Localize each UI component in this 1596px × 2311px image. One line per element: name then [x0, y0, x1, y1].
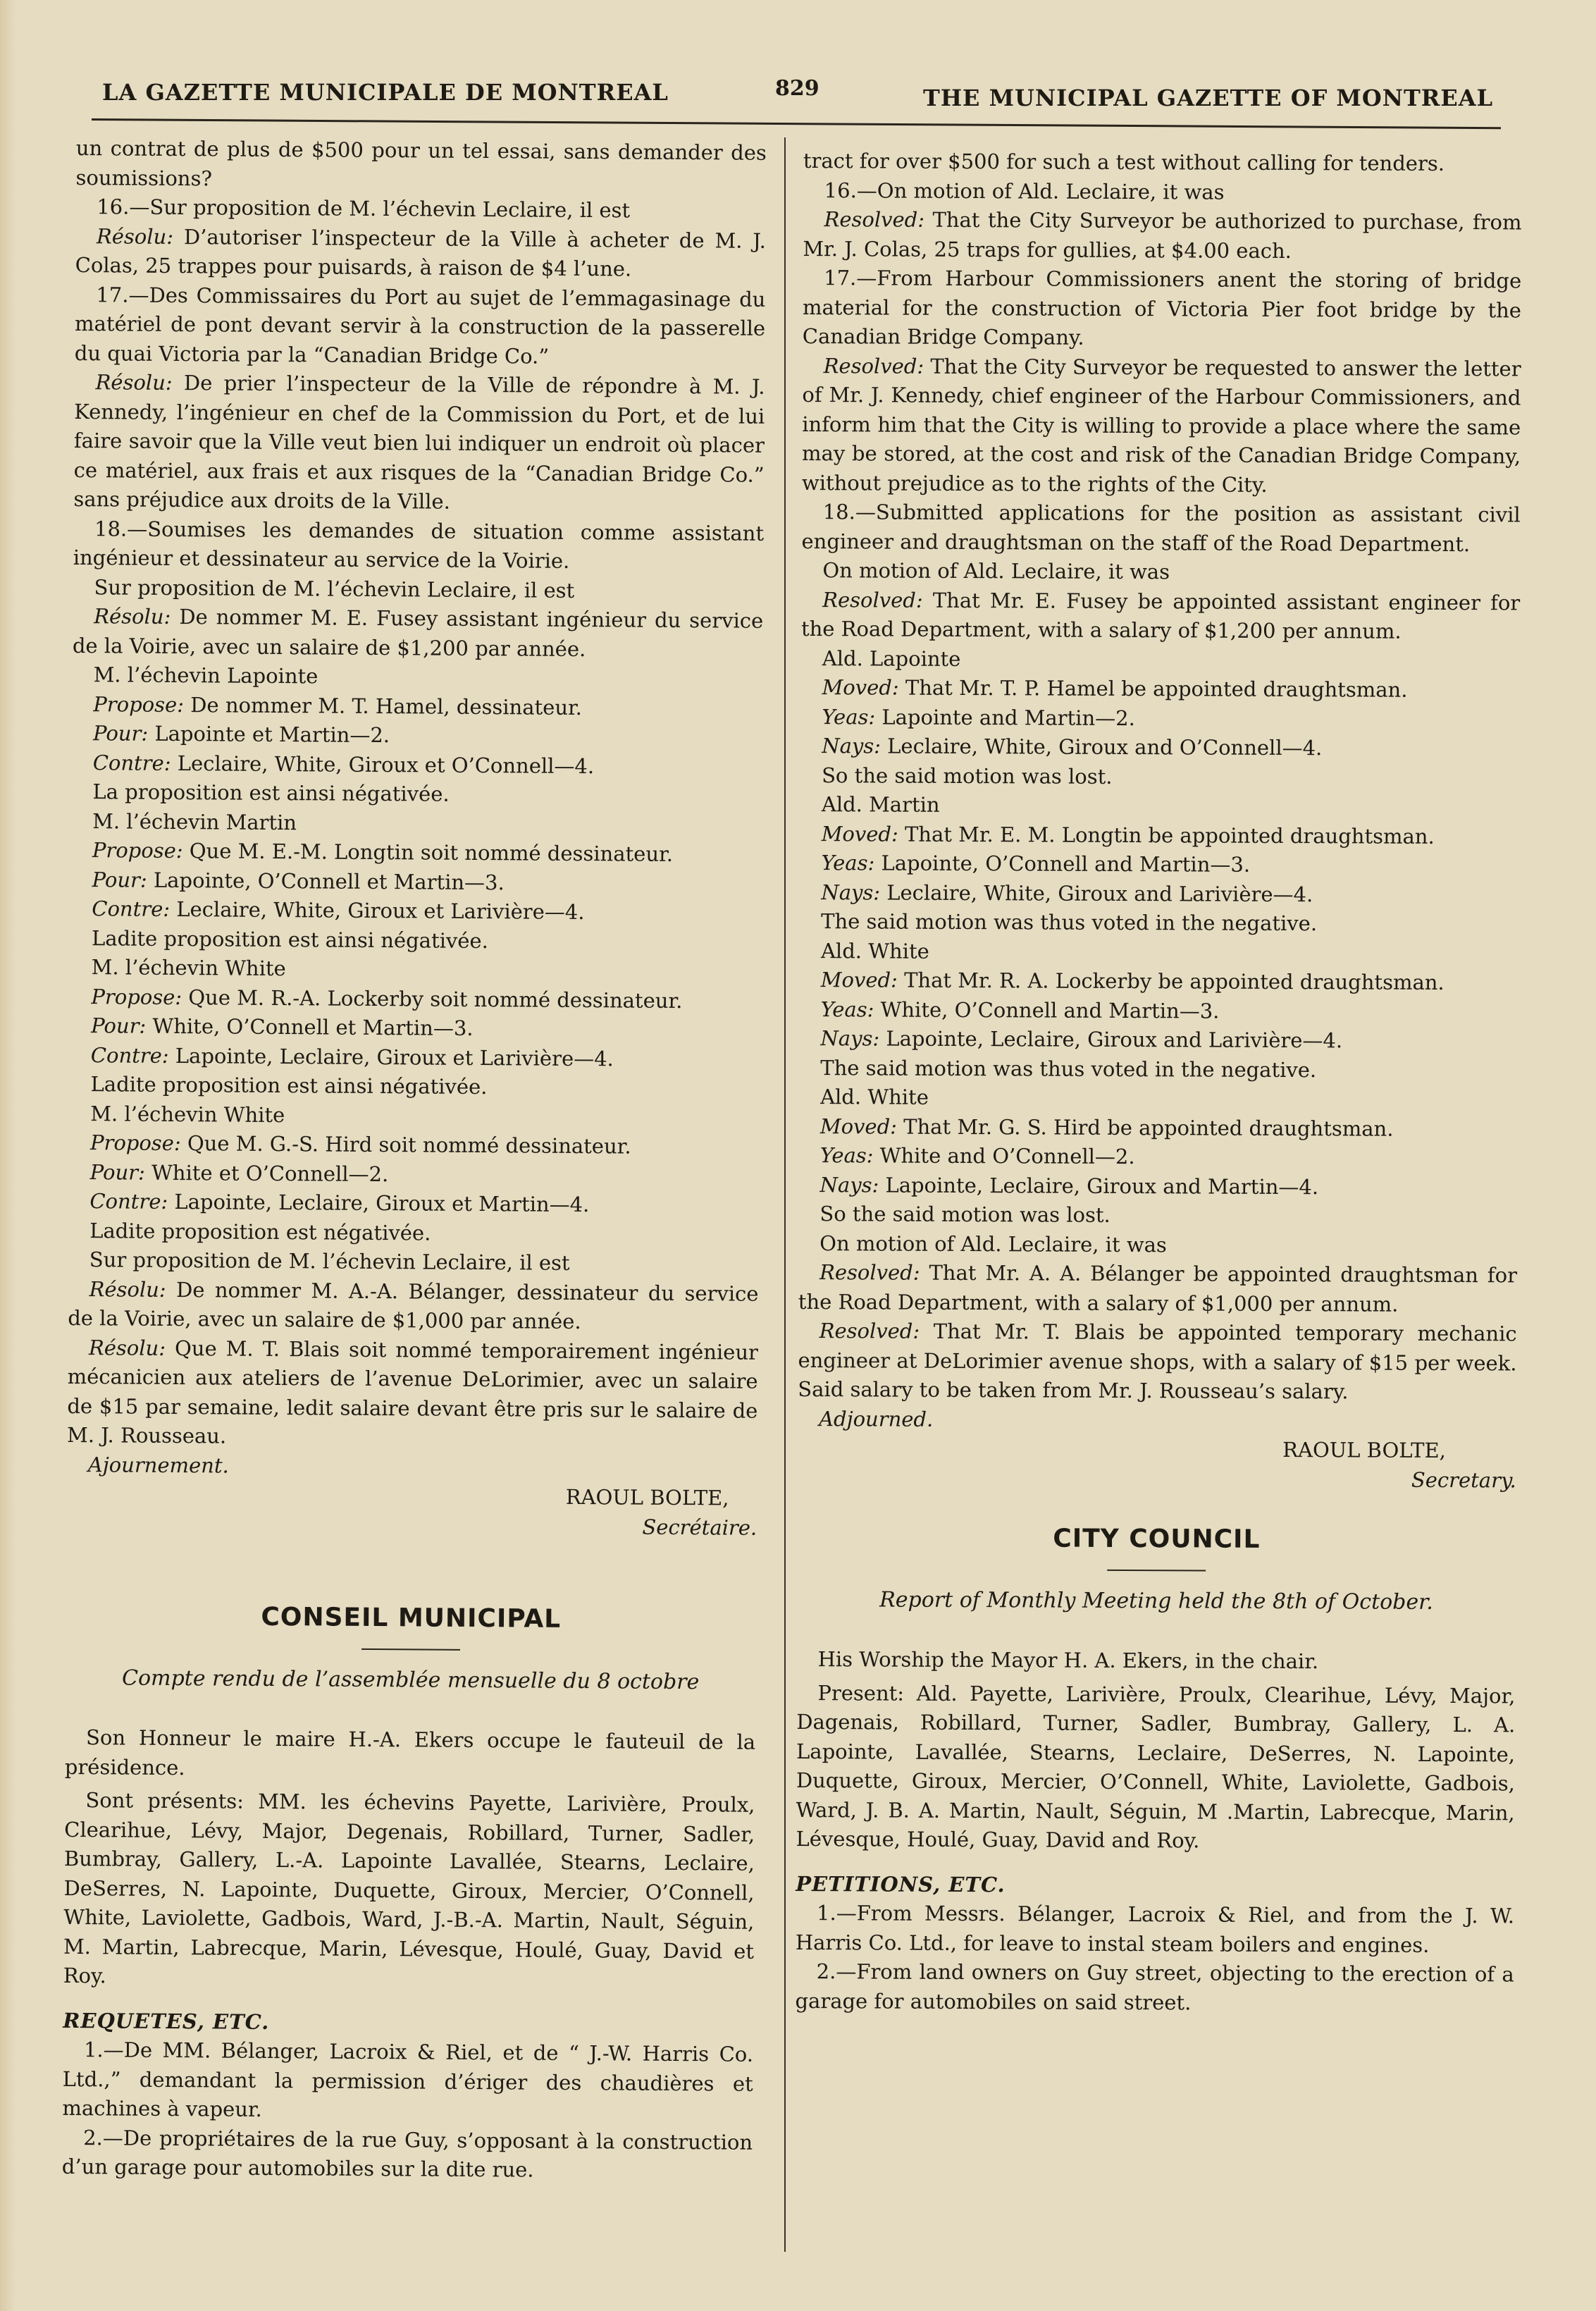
label: Moved: [821, 821, 898, 846]
label: Résolu: [96, 223, 174, 249]
text: That Mr. T. Blais be appointed temporary mechanic engineer at DeLorimier avenue shops, with a salary of $15 per week. Said salary to be taken from Mr. J. Rousseau’s salary. [798, 1319, 1517, 1404]
paragraph: Ald. White [820, 1085, 929, 1109]
label: Résolu: [89, 1276, 166, 1302]
text: Leclaire, White, Giroux et O’Connell—4. [171, 751, 595, 778]
paragraph: M. l’échevin White [90, 1101, 285, 1127]
paragraph: M. l’échevin Martin [92, 808, 297, 834]
paragraph: Son Honneur le maire H.-A. Ekers occupe le fauteuil de la présidence. [64, 1725, 756, 1780]
label: Nays: [820, 1026, 880, 1051]
vote-line [800, 994, 1518, 1027]
resolution [798, 1317, 1517, 1407]
signature-title: Secrétaire. [642, 1515, 757, 1540]
text: White and O’Connell—2. [873, 1143, 1135, 1169]
paragraph: So the said motion was lost. [819, 1202, 1111, 1227]
header-rule [92, 118, 1501, 129]
section-subtitle: Compte rendu de l’assemblée mensuelle du 8 octobre [121, 1665, 700, 1694]
text: White, O’Connell and Martin—3. [874, 997, 1220, 1023]
text: That Mr. E. Fusey be appointed assistant engineer for the Road Department, with a salary of $1,200 per annum. [800, 588, 1521, 643]
petitions-heading: PETITIONS, ETC. [796, 1871, 1006, 1897]
vote-line [68, 1187, 759, 1221]
paragraph: M. l’échevin Lapointe [93, 663, 318, 689]
label: Nays: [821, 880, 881, 904]
paragraph: 17.—From Harbour Commissioners anent the storing of bridge material for the construction of Victoria Pier foot bridge by the Canadian Bridge Company. [802, 266, 1522, 350]
english-column [795, 147, 1522, 2019]
text: Lapointe, Leclaire, Giroux and Martin—4. [879, 1172, 1319, 1199]
label: Propose: [91, 984, 183, 1009]
resolution [67, 1333, 758, 1455]
request-item: 1.—De MM. Bélanger, Lacroix & Riel, et de “ J.-W. Harris Co. Ltd.,” demandant la permission d’ériger des chaudières et machines à vapeur. [62, 2038, 754, 2121]
label: Moved: [819, 1114, 898, 1139]
vote-line [69, 1128, 760, 1162]
section-subtitle: Report of Monthly Meeting held the 8th of October. [879, 1586, 1433, 1615]
vote-line [799, 1024, 1518, 1056]
vote-line [801, 673, 1520, 705]
vote-line [799, 1111, 1518, 1144]
petition-item: 1.—From Messrs. Bélanger, Lacroix & Riel, and from the J. W. Harris Co. Ltd., for leave to instal steam boilers and engines. [795, 1901, 1515, 1957]
paragraph: M. l’échevin White [91, 955, 286, 981]
paragraph: Ladite proposition est ainsi négativée. [91, 925, 489, 953]
label: Contre: [90, 1042, 169, 1068]
paragraph: un contrat de plus de $500 pour un tel essai, sans demander des soumissions? [75, 135, 767, 190]
text: Leclaire, White, Giroux and Larivière—4. [880, 880, 1313, 906]
page-header [0, 70, 1596, 120]
vote-line [70, 865, 761, 899]
signature-title: Secretary. [1411, 1467, 1516, 1492]
vote-line [798, 1170, 1517, 1202]
label: Yeas: [821, 851, 875, 875]
text: That the City Surveyor be authorized to purchase, from Mr. J. Colas, 25 traps for gullies, at $4.00 each. [803, 207, 1522, 263]
vote-line [800, 702, 1519, 734]
resolution [803, 205, 1521, 266]
vote-line [71, 836, 762, 870]
text: Que M. R.-A. Lockerby soit nommé dessinateur. [182, 985, 683, 1013]
label: Yeas: [820, 997, 874, 1021]
paragraph: On motion of Ald. Leclaire, it was [819, 1231, 1167, 1257]
attendance-list: Sont présents: MM. les échevins Payette, Larivière, Proulx, Clearihue, Lévy, Major, Degenais, Robillard, Turner, Sadler, Bumbray, Gallery, L.-A. Lapointe Lavallée, Stearns, Leclaire, DeSerres, N. Lapointe, Duquette, Giroux, Mercier, O’Connell, White, Laviolette, Gadbois, Ward, J.-B.-A. Martin, Nault, Séguin, M. Martin, Labrecque, Marin, Lévesque, Houlé, Guay, David et Roy. [63, 1788, 755, 1988]
paragraph: 18.—Submitted applications for the position as assistant civil engineer and draughtsman on the staff of the Road Department. [801, 500, 1521, 556]
label: Yeas: [822, 704, 876, 729]
vote-line [800, 819, 1519, 851]
paragraph: Sur proposition de M. l’échevin Leclaire, il est [89, 1247, 570, 1275]
text: Lapointe and Martin—2. [875, 704, 1135, 730]
text: Lapointe, Leclaire, Giroux et Larivière—4. [168, 1043, 614, 1071]
label: Pour: [92, 721, 149, 746]
paragraph: Ladite proposition est négativée. [89, 1218, 431, 1245]
paragraph: His Worship the Mayor H. A. Ekers, in the chair. [817, 1647, 1319, 1674]
text: That the City Surveyor be requested to answer the letter of Mr. J. Kennedy, chief engineer of the Harbour Commissioners, and inform him that the City is willing to provide a place where the same may be stored, at the cost and risk of the Canadian Bridge Company, without prejudice as to the rights of the City. [801, 354, 1521, 497]
section-title: CITY COUNCIL [1053, 1524, 1261, 1554]
text: White, O’Connell et Martin—3. [146, 1013, 474, 1040]
text: That Mr. E. M. Longtin be appointed draughtsman. [898, 822, 1435, 849]
paragraph: 18.—Soumises les demandes de situation comme assistant ingénieur et dessinateur au service de la Voirie. [73, 516, 765, 573]
vote-line [72, 719, 762, 753]
label: Moved: [820, 968, 898, 992]
paragraph: Sur proposition de M. l’échevin Leclaire, il est [94, 574, 575, 603]
attendance-list: Present: Ald. Payette, Larivière, Proulx, Clearihue, Lévy, Major, Dagenais, Robillard, Turner, Sadler, Bumbray, Gallery, L. A. Lapointe, Lavallée, Stearns, Leclaire, DeSerres, N. Lapointe, Duquette, Giroux, Mercier, O’Connell, White, Laviolette, Gadbois, Ward, J. B. A. Martin, Nault, Séguin, M .Martin, Labrecque, Marin, Lévesque, Houlé, Guay, David and Roy. [796, 1680, 1516, 1853]
signature-name: RAOUL BOLTE, [1282, 1437, 1447, 1462]
text: Leclaire, White, Giroux and O’Connell—4. [880, 734, 1323, 760]
label: Resolved: [819, 1319, 920, 1343]
paragraph: Ladite proposition est ainsi négativée. [90, 1072, 488, 1099]
text: De prier l’inspecteur de la Ville de répondre à M. J. Kennedy, l’ingénieur en chef de la Commission du Port, et de lui faire savoir que la Ville veut bien lui indiquer un endroit où placer ce matériel, aux frais et aux risques de la “Canadian Bridge Co.” sans préjudice aux droits de la Ville. [73, 370, 765, 514]
text: That Mr. G. S. Hird be appointed draughtsman. [896, 1114, 1394, 1141]
label: Pour: [89, 1159, 145, 1185]
petition-item: 2.—From land owners on Guy street, objecting to the erection of a garage for automobiles on said street. [795, 1959, 1514, 2014]
paragraph: 16.—Sur proposition de M. l’échevin Leclaire, il est [97, 195, 631, 223]
text: Lapointe et Martin—2. [148, 721, 390, 748]
resolution [798, 1258, 1517, 1319]
paragraph: 17.—Des Commissaires du Port au sujet de l’emmagasinage du matériel de pont devant servir à la construction de la passerelle du quai Victoria par la “Canadian Bridge Co.” [74, 282, 766, 369]
vote-line [800, 849, 1518, 881]
label: Contre: [89, 1189, 168, 1214]
label: Yeas: [819, 1143, 874, 1168]
label: Resolved: [822, 587, 923, 612]
vote-line [799, 1141, 1518, 1173]
resolution [75, 221, 767, 285]
vote-line [800, 966, 1518, 998]
text: Que M. E.-M. Longtin soit nommé dessinateur. [183, 839, 674, 866]
label: Propose: [89, 1130, 181, 1156]
header-french-title: LA GAZETTE MUNICIPALE DE MONTREAL [102, 79, 669, 106]
label: Résolu: [95, 370, 173, 395]
text: De nommer M. T. Hamel, dessinateur. [183, 692, 583, 720]
vote-line [70, 1011, 760, 1045]
label: Contre: [92, 750, 171, 775]
column-divider [784, 137, 786, 2252]
paragraph: Ald. Lapointe [822, 646, 961, 671]
label: Resolved: [819, 1260, 920, 1285]
text: Que M. T. Blais soit nommé temporairement ingénieur mécanicien aux ateliers de l’avenue DeLorimier, avec un salaire de $15 par semaine, ledit salaire devant être pris sur le salaire de M. J. Rousseau. [66, 1336, 759, 1448]
text: That Mr. A. A. Bélanger be appointed draughtsman for the Road Department, with a salary of $1,000 per annum. [798, 1260, 1518, 1317]
text: De nommer M. A.-A. Bélanger, dessinateur du service de la Voirie, avec un salaire de $1,000 par année. [68, 1277, 759, 1334]
label: Nays: [819, 1172, 879, 1197]
text: Lapointe, Leclaire, Giroux et Martin—4. [168, 1189, 590, 1217]
paragraph: On motion of Ald. Leclaire, it was [822, 558, 1170, 584]
page-number: 829 [775, 76, 819, 101]
label: Propose: [92, 838, 183, 863]
resolution [801, 585, 1520, 646]
label: Resolved: [823, 353, 924, 378]
resolution [68, 1274, 759, 1338]
label: Résolu: [94, 604, 171, 629]
header-english-title: THE MUNICIPAL GAZETTE OF MONTREAL [923, 85, 1494, 111]
label: Resolved: [824, 207, 925, 232]
vote-line [800, 732, 1519, 764]
paragraph: Ald. White [820, 938, 929, 963]
paragraph: Ald. Martin [821, 792, 940, 817]
text: Lapointe, O’Connell et Martin—3. [147, 868, 505, 894]
text: White et O’Connell—2. [144, 1160, 389, 1186]
vote-line [800, 877, 1518, 910]
label: Pour: [92, 867, 147, 892]
text: De nommer M. E. Fusey assistant ingénieur du service de la Voirie, avec un salaire de $1,200 par année. [72, 604, 764, 661]
resolution [73, 368, 765, 519]
adjournment: Ajournement. [87, 1452, 229, 1478]
text: That Mr. R. A. Lockerby be appointed draughtsman. [897, 968, 1445, 994]
text: D’autoriser l’inspecteur de la Ville à acheter de M. J. Colas, 25 trappes pour puisards, à raison de $4 l’une. [75, 224, 767, 281]
paragraph: 16.—On motion of Ald. Leclaire, it was [824, 178, 1225, 204]
text: Lapointe, Leclaire, Giroux and Larivière—4. [879, 1026, 1343, 1053]
vote-line [70, 1040, 760, 1074]
resolution [73, 602, 764, 665]
vote-line [70, 982, 760, 1016]
page-edge [0, 0, 16, 2311]
vote-line [69, 1157, 760, 1191]
section-title: CONSEIL MUNICIPAL [261, 1602, 562, 1634]
paragraph: tract for over $500 for such a test without calling for tenders. [803, 148, 1445, 175]
text: Leclaire, White, Giroux et Larivière—4. [169, 896, 585, 925]
french-column [62, 134, 767, 2186]
label: Propose: [93, 691, 185, 717]
vote-line [72, 748, 762, 782]
text: Lapointe, O’Connell and Martin—3. [874, 851, 1251, 877]
text: Que M. G.-S. Hird soit nommé dessinateur. [180, 1131, 631, 1159]
requests-heading: REQUETES, ETC. [63, 2008, 270, 2034]
adjournment: Adjourned. [819, 1406, 934, 1431]
vote-line [72, 689, 762, 723]
paragraph: The said motion was thus voted in the negative. [821, 909, 1318, 936]
label: Nays: [822, 734, 881, 758]
label: Moved: [822, 675, 899, 700]
paragraph: La proposition est ainsi négativée. [92, 779, 450, 806]
text: That Mr. T. P. Hamel be appointed draughtsman. [898, 675, 1408, 702]
resolution [802, 351, 1521, 500]
label: Pour: [91, 1013, 147, 1038]
vote-line [70, 894, 761, 928]
label: Résolu: [88, 1335, 166, 1360]
paragraph: So the said motion was lost. [822, 763, 1113, 789]
signature-name: RAOUL BOLTE, [565, 1484, 729, 1510]
request-item: 2.—De propriétaires de la rue Guy, s’opposant à la construction d’un garage pour automobiles sur la dite rue. [61, 2125, 753, 2182]
label: Contre: [92, 896, 171, 921]
paragraph: The said motion was thus voted in the negative. [820, 1055, 1317, 1082]
